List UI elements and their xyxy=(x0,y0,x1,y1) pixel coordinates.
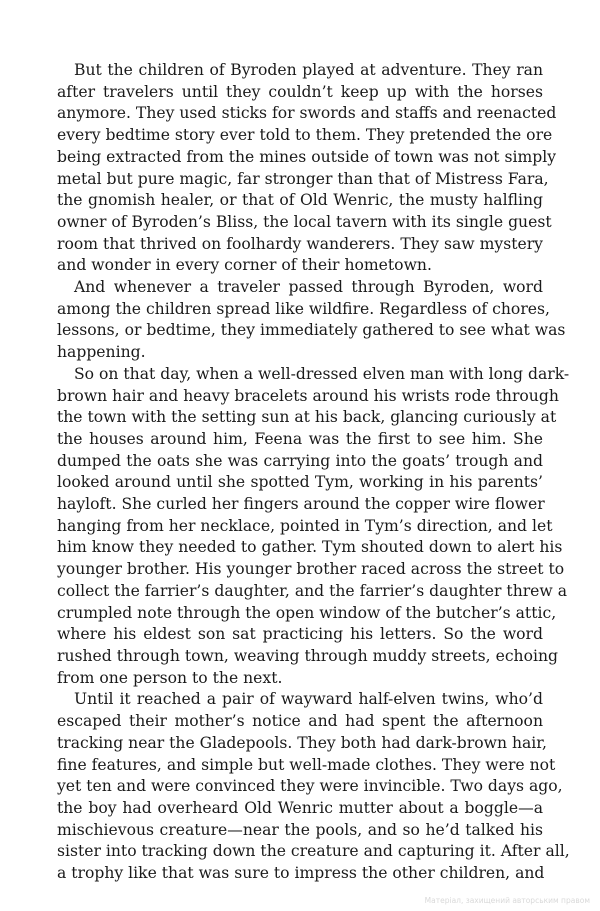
text-line: rushed through town, weaving through muddy streets, echoing xyxy=(57,646,559,665)
text-line: dumped the oats she was carrying into the goats’ trough and xyxy=(57,451,543,470)
text-line: hanging from her necklace, pointed in Tym’s direction, and let xyxy=(57,516,553,535)
text-line: yet ten and were convinced they were invincible. Two days ago, xyxy=(57,777,563,796)
text-line: among the children spread like wildfire. Regardless of chores, xyxy=(57,299,550,318)
text-line: mischievous creature—near the pools, and so he’d talked his xyxy=(57,820,543,839)
text-line: owner of Byroden’s Bliss, the local tavern with its single guest xyxy=(57,212,552,231)
text-line: the town with the setting sun at his back, glancing curiously at xyxy=(57,408,557,427)
text-line: metal but pure magic, far stronger than that of Mistress Fara, xyxy=(57,169,549,188)
paragraph-2 xyxy=(57,277,566,364)
text-line: Until it reached a pair of wayward half-elven twins, who’d xyxy=(74,690,543,709)
text-line: room that thrived on foolhardy wanderers. They saw mystery xyxy=(57,234,543,253)
text-line: collect the farrier’s daughter, and the farrier’s daughter threw a xyxy=(57,581,568,600)
body-text xyxy=(57,60,570,885)
text-line: the houses around him, Feena was the first to see him. She xyxy=(57,429,543,448)
text-line: where his eldest son sat practicing his letters. So the word xyxy=(57,625,543,644)
text-line: looked around until she spotted Tym, working in his parents’ xyxy=(57,473,543,492)
paragraph-1 xyxy=(57,60,557,277)
text-line: happening. xyxy=(57,343,146,362)
text-line: a trophy like that was sure to impress the other children, and xyxy=(57,864,545,883)
text-line: younger brother. His younger brother raced across the street to xyxy=(57,560,565,579)
text-line: anymore. They used sticks for swords and staffs and reenacted xyxy=(57,104,557,123)
text-line: him know they needed to gather. Tym shouted down to alert his xyxy=(57,538,563,557)
copyright-watermark: Матеріал, захищений авторським правом xyxy=(424,896,590,905)
text-line: being extracted from the mines outside of town was not simply xyxy=(57,147,557,166)
text-line: But the children of Byroden played at adventure. They ran xyxy=(74,61,543,79)
text-line: hayloft. She curled her fingers around the copper wire flower xyxy=(57,495,545,514)
text-line: crumpled note through the open window of the butcher’s attic, xyxy=(57,603,557,622)
text-line: from one person to the next. xyxy=(57,668,283,687)
text-line: and wonder in every corner of their hometown. xyxy=(57,256,432,275)
text-line: fine features, and simple but well-made clothes. They were not xyxy=(57,755,556,774)
text-line: So on that day, when a well-dressed elven man with long dark- xyxy=(74,364,570,383)
text-line: sister into tracking down the creature and capturing it. After all, xyxy=(57,842,570,861)
text-line: tracking near the Gladepools. They both had dark-brown hair, xyxy=(57,733,547,752)
text-line: brown hair and heavy bracelets around his wrists rode through xyxy=(57,386,559,405)
text-line: And whenever a traveler passed through Byroden, word xyxy=(74,278,543,297)
text-line: lessons, or bedtime, they immediately gathered to see what was xyxy=(57,321,566,340)
text-line: escaped their mother’s notice and had spent the afternoon xyxy=(57,712,543,731)
paragraph-3 xyxy=(57,364,570,690)
text-line: after travelers until they couldn’t keep up with the horses xyxy=(57,82,543,101)
text-line: every bedtime story ever told to them. They pretended the ore xyxy=(57,126,553,145)
text-line: the gnomish healer, or that of Old Wenric, the musty halfling xyxy=(57,191,543,210)
text-line: the boy had overheard Old Wenric mutter about a boggle—a xyxy=(57,798,543,817)
paragraph-4 xyxy=(57,689,570,884)
